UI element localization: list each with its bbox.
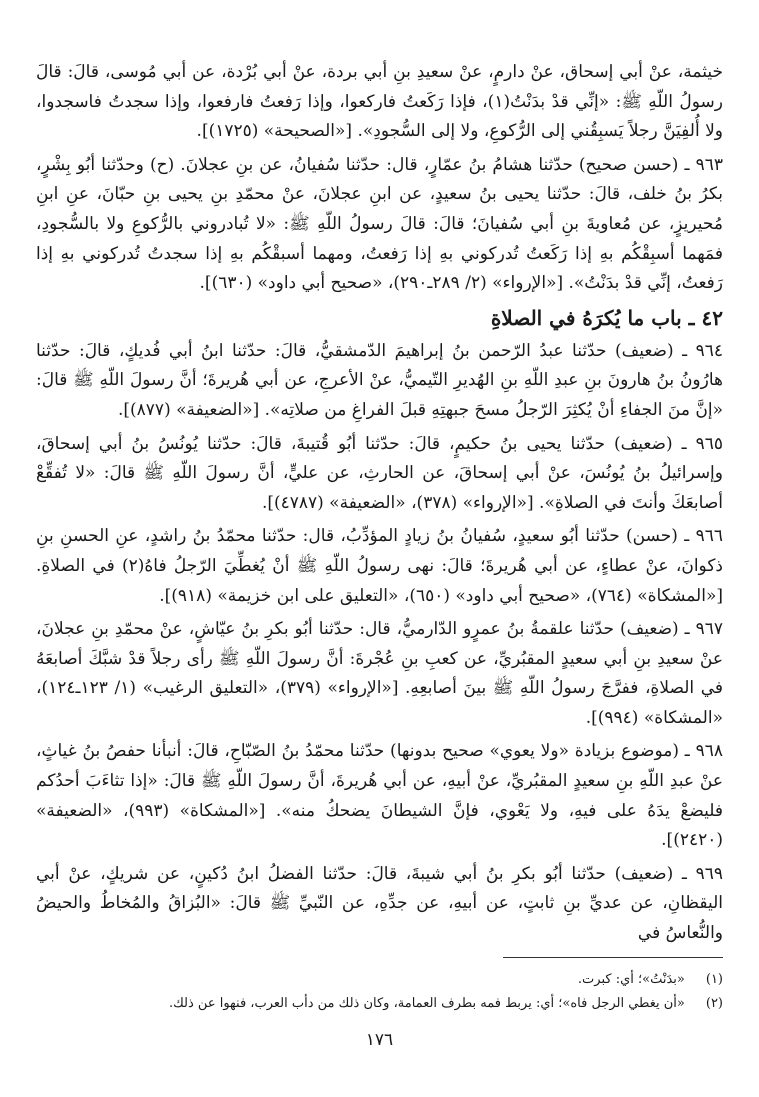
main-text [36, 58, 723, 953]
hadith-963: ٩٦٣ ـ (حسن صحيح) حدّثنا هشامُ بنُ عمّارٍ، قال: حدّثنا سُفيانُ، عن بنِ عجلانَ. (ح) وحدّثنا أبُو بِشْرٍ، بكرُ بنُ خلف، قالَ: حدّثنا يحيى بنُ سعيدٍ، عن ابنِ عجلانَ، عنْ محمّدِ بنِ يحيى بنِ حبّانَ، عنِ ابنِ مُحيريزٍ، عن مُعاويةَ بنِ أبي سُفيانَ؛ قالَ: قالَ رسولُ اللّهِ ﷺ: «لا تُبادروني بالرُّكوعِ ولا بالسُّجودِ، فمَهما أسبِقْكُم بهِ إذا رَكَعتُ تُدركوني بهِ إذا رَفعتُ، ومهما أسبقْكُم بهِ إذا سجدتُ تُدركوني بهِ إذا رَفعتُ، إنِّي قدْ بدَنْتُ». [«الإرواء» (٢/ ٢٨٩ـ٢٩٠)، «صحيح أبي داود» (٦٣٠)]. [36, 154, 723, 294]
hadith-969: ٩٦٩ ـ (ضعيف) حدّثنا أبُو بكرِ بنُ أبي شيبةَ، قالَ: حدّثنا الفضلُ ابنُ دُكينٍ، عن شريكٍ، عنْ أبي اليقظانِ، عن عديِّ بنِ ثابتٍ، عن أبيهِ، عن جدِّهِ، عن النّبيِّ ﷺ قالَ: «البُزاقُ والمُخاطُ والحيضُ والنُّعاسُ في [36, 863, 723, 944]
footnote-text: «بدَنْتُ»؛ أي: كبرت. [577, 972, 685, 987]
hadith-967: ٩٦٧ ـ (ضعيف) حدّثنا علقمةُ بنُ عمرٍو الدّارميُّ، قال: حدّثنا أبُو بكرِ بنُ عيّاشٍ، عنْ محمّدِ بنِ عجلانَ، عنْ سعيدِ بنِ أبي سعيدٍ المقبُريِّ، عن كعبِ بنِ عُجْرةَ: أنَّ رسولَ اللّهِ ﷺ رأى رجلاً قدْ شبَّكَ أصابعَهُ في الصلاةِ، ففرَّجَ رسولُ اللّهِ ﷺ بينَ أصابعِهِ. [«الإرواء» (٣٧٩)، «التعليق الرغيب» (١/ ١٢٣ـ١٢٤)، «المشكاة» (٩٩٤)]. [36, 619, 724, 728]
footnote-divider [503, 957, 723, 958]
footnote-1 [36, 968, 723, 992]
footnote-2 [36, 992, 723, 1016]
chapter-heading: ٤٢ ـ باب ما يُكرَهُ في الصلاةِ [490, 305, 723, 330]
footnotes [36, 968, 723, 1016]
footnote-number: (٢) [705, 996, 723, 1011]
hadith-964: ٩٦٤ ـ (ضعيف) حدّثنا عبدُ الرّحمن بنُ إبراهيمَ الدّمشقيُّ، قالَ: حدّثنا ابنُ أبي فُديكٍ، قالَ: حدّثنا هارُونُ بنُ هارونَ بنِ عبدِ اللّهِ بنِ الهُديرِ التّيميُّ، عنْ الأعرجِ، عن أبي هُريرةَ؛ أنَّ رسولَ اللّهِ ﷺ قالَ: «إنَّ منَ الجفاءِ أنْ يُكثِرَ الرّجلُ مسحَ جبهتِهِ قبلَ الفراغِ من صلاتِه». [«الضعيفة» (٨٧٧)]. [36, 340, 723, 420]
page-number: ١٧٦ [365, 1030, 394, 1050]
footnote-number: (١) [705, 972, 723, 987]
hadith-966: ٩٦٦ ـ (حسن) حدّثنا أبُو سعيدٍ، سُفيانُ بنُ زيادٍ المؤدِّبُ، قال: حدّثنا محمّدُ بنُ راشدٍ، عنِ الحسنِ بنِ ذكوانَ، عنْ عطاءٍ، عن أبي هُريرةَ؛ قالَ: نهى رسولُ اللّهِ ﷺ أنْ يُغطِّيَ الرّجلُ فاهُ(٢) في الصلاةِ. [«المشكاة» (٧٦٤)، «صحيح أبي داود» (٦٥٠)، «التعليق على ابن خزيمة» (٩١٨)]. [36, 526, 723, 606]
footnote-text: «أن يغطي الرجل فاه»؛ أي: يربط فمه بطرف العمامة، وكان ذلك من دأب العرب، فنهوا عن ذلك. [168, 996, 685, 1011]
paragraph-1: خيثمة، عنْ أبي إسحاق، عنْ دارمٍ، عنْ سعيدِ بنِ أبي بردة، عنْ أبي بُرْدة، عن أبي مُوسى، قالَ: قالَ رسولُ اللّهِ ﷺ: «إنِّي قدْ بدَنْتُ(١)، فإذا رَكَعتُ فاركعوا، وإذا رَفعتُ فارفعوا، وإذا سجدتُ فاسجدوا، ولا أُلفِيَنَّ رجلاً يَسبِقُني إلى الرُّكوعِ، ولا إلى السُّجودِ». [«الصحيحة» (١٧٢٥)]. [36, 62, 723, 142]
hadith-965: ٩٦٥ ـ (ضعيف) حدّثنا يحيى بنُ حكيمٍ، قالَ: حدّثنا أبُو قُتيبةَ، قالَ: حدّثنا يُونُسُ بنُ أبي إسحاقَ، وإسرائيلُ بنُ يُونُسَ، عنْ أبي إسحاقَ، عن الحارثِ، عن عليٍّ، أنَّ رسولَ اللّهِ ﷺ قالَ: «لا تُفقِّعْ أصابعَكَ وأنتَ في الصلاةِ». [«الإرواء» (٣٧٨)، «الضعيفة» (٤٧٨٧)]. [36, 433, 723, 513]
hadith-968: ٩٦٨ ـ (موضوع بزيادة «ولا يعوي» صحيح بدونها) حدّثنا محمّدُ بنُ الصّبّاحِ، قالَ: أنبأنا حفصُ بنُ غياثٍ، عنْ عبدِ اللّهِ بنِ سعيدٍ المقبُريِّ، عنْ أبيهِ، عن أبي هُريرةَ، أنَّ رسولَ اللّهِ ﷺ قالَ: «إذا تثاءَبَ أحدُكم فليضعْ يدَهُ على فيهِ، ولا يَعْوي، فإنَّ الشيطانَ يضحكُ منه». [«المشكاة» (٩٩٣)، «الضعيفة» (٢٤٢٠)]. [36, 741, 723, 851]
